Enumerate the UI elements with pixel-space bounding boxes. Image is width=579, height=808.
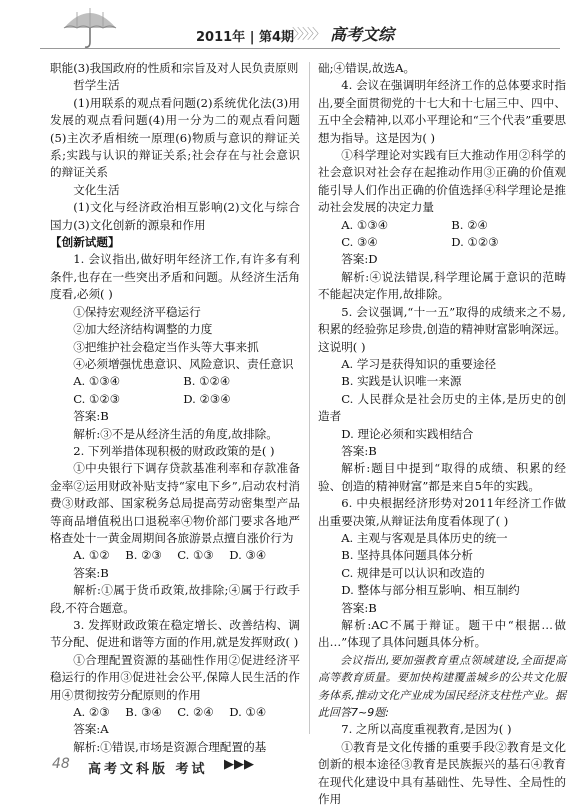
- text-line: A. 主观与客观是具体历史的统一: [341, 530, 508, 545]
- text-line: D. 整体与部分相互影响、相互制约: [341, 583, 520, 598]
- answer-option: B. ②④: [451, 217, 488, 232]
- answer-option: A. ②③: [73, 705, 110, 720]
- text-line: 6. 中央根据经济形势对2011年经济工作做出重要决策,从辩证法角度看体现了( ): [318, 496, 566, 528]
- text-line: 解析:④说法错误,科学理论属于意识的范畴不能起决定作用,故排除。: [318, 269, 566, 302]
- answer-option: C. ①②③: [73, 391, 121, 406]
- text-line: [318, 234, 566, 251]
- answer-option: B. ②③: [125, 548, 162, 563]
- text-line: ①中央银行下调存贷款基准利率和存款准备金率②运用财政补贴支持“家电下乡”,启动农村消费③财政部、国家税务总局提高劳动密集型产品等商品增值税出口退税率④物价部门要求各地严格查处十一黄金周期间各旅游景点擅自涨价行为: [50, 461, 300, 545]
- magazine-brand: 高考文综: [330, 25, 395, 44]
- footer-title: 高考文科版 考试: [88, 762, 208, 777]
- text-line: 答案:B: [73, 565, 109, 580]
- text-line: 会议指出,要加强教育重点领域建设,全面提高高等教育质量。要加快构建覆盖城乡的公共文化服务体系,推动文化产业成为国民经济支柱性产业。据此回答7~9题:: [318, 653, 566, 720]
- text-line: 答案:B: [341, 600, 377, 615]
- text-line: 7. 之所以高度重视教育,是因为( ): [341, 722, 512, 737]
- text-line: ①科学理论对实践有巨大推动作用②科学的社会意识对社会存在起推动作用③正确的价值观能引导人们作出正确的价值选择④科学理论是推动社会发展的决定力量: [318, 148, 566, 215]
- text-line: 础;④错误,故选A。: [318, 61, 416, 75]
- text-line: ②加大经济结构调整的力度: [73, 322, 213, 337]
- text-line: ①合理配置资源的基础性作用②促进经济平稳运行的作用③促进社会公平,保障人民生活的作用④贯彻按劳分配原则的作用: [50, 652, 300, 702]
- text-line: 职能(3)我国政府的性质和宗旨及对人民负责原则: [50, 61, 299, 75]
- text-line: ④必须增强忧患意识、风险意识、责任意识: [73, 356, 294, 371]
- text-line: (1)文化与经济政治相互影响(2)文化与综合国力(3)文化创新的源泉和作用: [50, 200, 300, 232]
- chevron-decoration: 〉〉〉〉〉: [292, 27, 324, 43]
- text-line: [50, 391, 300, 408]
- text-line: ①教育是文化传播的重要手段②教育是文化创新的根本途径③教育是民族振兴的基石④教育在现代化建设中具有基础性、先导性、全局性的作用: [318, 739, 566, 807]
- text-line: 1. 会议指出,做好明年经济工作,有许多有利条件,也存在一些突出矛盾和问题。从经济生活角度看,必须( ): [50, 252, 300, 302]
- text-line: C. 人民群众是社会历史的主体,是历史的创造者: [318, 391, 566, 424]
- text-line: 4. 会议在强调明年经济工作的总体要求时指出,要全面贯彻党的十七大和十七届三中、四中、五中全会精神,以邓小平理论和“三个代表”重要思想为指导。这是因为( ): [318, 78, 566, 145]
- text-line: 哲学生活: [73, 78, 120, 93]
- text-line: 解析:题目中提到“取得的成绩、积累的经验、创造的精神财富”都是来自5年的实践。: [318, 461, 566, 493]
- text-line: 答案:D: [341, 252, 378, 267]
- page-number: 48: [52, 756, 70, 772]
- text-line: 解析:AC不属于辩证。题干中“根据…做出…”体现了具体问题具体分析。: [318, 618, 566, 650]
- text-line: D. 理论必须和实践相结合: [341, 426, 474, 441]
- text-line: 3. 发挥财政政策在稳定增长、改善结构、调节分配、促进和谐等方面的作用,就是发挥财政( ): [50, 618, 300, 650]
- text-line: ③把维护社会稳定当作头等大事来抓: [73, 339, 259, 354]
- text-line: B. 坚持具体问题具体分析: [341, 548, 474, 563]
- text-line: 答案:B: [73, 409, 109, 424]
- text-line: 5. 会议强调,“十一五”取得的成绩来之不易,积累的经验弥足珍贵,创造的精神财富影响深远。这说明( ): [318, 304, 566, 354]
- text-line: (1)用联系的观点看问题(2)系统优化法(3)用发展的观点看问题(4)用一分为二的观点看问题(5)主次矛盾相统一原理(6)物质与意识的辩证关系;实践与认识的辩证关系;社会存在与社会意识的辩证关系: [50, 95, 300, 180]
- footer-arrows-icon: ▶▶▶: [224, 757, 254, 772]
- text-line: 解析:①属于货币政策,故排除;④属于行政手段,不符合题意。: [50, 583, 300, 615]
- text-line: 文化生活: [73, 182, 120, 197]
- answer-option: A. ①③④: [73, 374, 121, 389]
- right-column: [318, 60, 566, 808]
- text-line: [318, 217, 566, 234]
- answer-option: C. ③④: [341, 235, 378, 250]
- text-line: 答案:B: [341, 443, 377, 458]
- page-header: [0, 0, 579, 58]
- text-line: 答案:A: [73, 722, 109, 737]
- answer-option: D. ①②③: [451, 235, 499, 250]
- header-divider: [40, 48, 560, 49]
- text-line: [50, 704, 300, 721]
- text-line: 【创新试题】: [50, 235, 120, 250]
- answer-option: C. ②④: [177, 705, 214, 720]
- text-line: A. 学习是获得知识的重要途径: [341, 356, 497, 371]
- answer-option: B. ③④: [125, 705, 162, 720]
- text-line: [50, 373, 300, 390]
- text-line: B. 实践是认识唯一来源: [341, 374, 462, 389]
- answer-option: D. ③④: [229, 548, 267, 563]
- text-line: 2. 下列举措体现积极的财政政策的是( ): [73, 443, 275, 458]
- answer-option: A. ①②: [73, 548, 110, 563]
- text-line: 解析:①错误,市场是资源合理配置的基: [73, 739, 267, 754]
- text-line: ①保持宏观经济平稳运行: [73, 304, 201, 319]
- column-divider: [309, 62, 310, 734]
- answer-option: D. ①④: [229, 705, 267, 720]
- issue-label: 2011年 | 第4期: [196, 30, 295, 45]
- left-column: [50, 60, 300, 756]
- answer-option: B. ①②④: [183, 374, 231, 389]
- umbrella-logo-icon: [60, 4, 120, 50]
- text-line: C. 规律是可以认识和改造的: [341, 565, 485, 580]
- page-footer: [0, 742, 579, 800]
- text-line: [50, 547, 300, 564]
- text-line: 解析:③不是从经济生活的角度,故排除。: [73, 426, 278, 441]
- answer-option: D. ②③④: [183, 391, 231, 406]
- answer-option: C. ①③: [177, 548, 214, 563]
- answer-option: A. ①③④: [341, 217, 389, 232]
